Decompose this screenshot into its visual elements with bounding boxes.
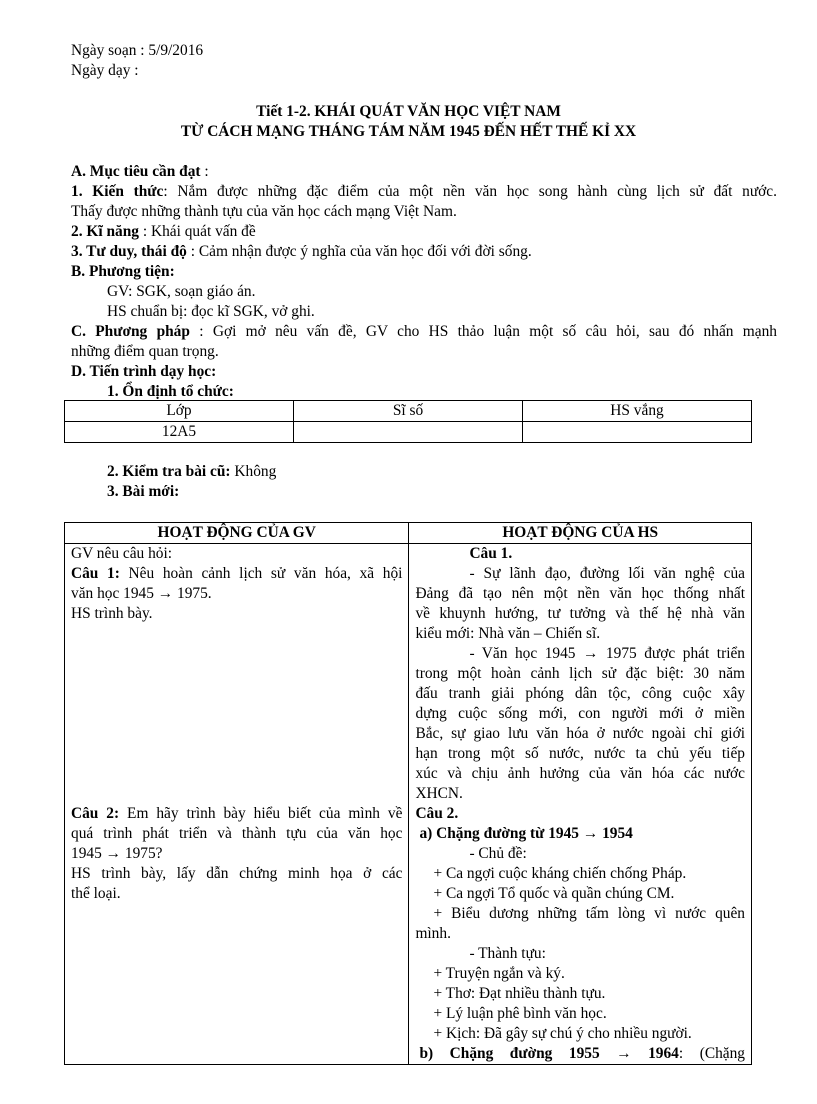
gv-intro: GV nêu câu hỏi: [71, 545, 173, 562]
stabilize-label: 1. Ổn định tổ chức: [107, 383, 234, 400]
title-line-2: TỪ CÁCH MẠNG THÁNG TÁM NĂM 1945 ĐẾN HẾT THẾ KỈ XX [180, 123, 637, 140]
activity-table [64, 522, 752, 1065]
gv-question-2: Câu 2: Em hãy trình bày hiểu biết của mình về [71, 805, 403, 822]
topic-item: + Ca ngợi cuộc kháng chiến chống Pháp. [433, 865, 687, 882]
class-cell: 12A5 [65, 422, 294, 443]
new-lesson-label: 3. Bài mới: [107, 483, 180, 500]
class-header-absent: HS vắng [523, 401, 752, 422]
section-b-label: B. Phương tiện: [71, 263, 175, 280]
skills-line: 2. Kĩ năng : Khái quát vấn đề [71, 223, 256, 240]
gv-question-2-present: HS trình bày, lấy dẫn chứng minh họa ở các [71, 865, 403, 882]
knowledge-line-1: 1. Kiến thức: Nắm được những đặc điểm của một nền văn học song hành cùng lịch sử đất nước. [71, 183, 777, 200]
attitude-line: 3. Tư duy, thái độ : Cảm nhận được ý nghĩa của văn học đối với đời sống. [71, 243, 532, 260]
achievement-item: + Thơ: Đạt nhiều thành tựu. [433, 985, 606, 1002]
means-hs: HS chuẩn bị: đọc kĩ SGK, vở ghi. [107, 303, 315, 320]
section-d-label: D. Tiến trình dạy học: [71, 363, 217, 380]
knowledge-line-2: Thấy được những thành tựu của văn học cách mạng Việt Nam. [71, 203, 457, 220]
stage-b-heading: b) Chặng đường 1955 → 1964: (Chặng [419, 1045, 745, 1062]
prep-date: Ngày soạn : 5/9/2016 [71, 42, 204, 59]
hs-answer-2-label: Câu 2. [415, 805, 459, 822]
section-a: A. Mục tiêu cần đạt : [71, 163, 209, 180]
achievement-item: + Truyện ngắn và ký. [433, 965, 565, 982]
class-header-count: Sĩ số [294, 401, 523, 422]
topic-item: + Biểu dương những tấm lòng vì nước quên [433, 905, 745, 922]
means-gv: GV: SGK, soạn giáo án. [107, 283, 256, 300]
topic-item: + Ca ngợi Tổ quốc và quần chúng CM. [433, 885, 675, 902]
check-old-lesson: 2. Kiểm tra bài cũ: Không [107, 463, 277, 480]
hs-answer-1-p1-line: - Sự lãnh đạo, đường lối văn nghệ của [469, 565, 745, 582]
class-header-class: Lớp [65, 401, 294, 422]
achievement-item: + Kịch: Đã gây sự chú ý cho nhiều người. [433, 1025, 692, 1042]
gv-question-1: Câu 1: Nêu hoàn cảnh lịch sử văn hóa, xã hội [71, 565, 403, 582]
hs-answer-1-p2-line: - Văn học 1945 → 1975 được phát triển [469, 645, 745, 662]
class-table [64, 400, 752, 443]
count-cell [294, 422, 523, 443]
achievement-heading: - Thành tựu: [469, 945, 546, 962]
method-line-2: những điểm quan trọng. [71, 343, 219, 360]
activity-header-gv: HOẠT ĐỘNG CỦA GV [65, 523, 409, 544]
teach-date: Ngày dạy : [71, 62, 139, 79]
method-line-1: C. Phương pháp : Gợi mở nêu vấn đề, GV cho HS thảo luận một số câu hỏi, sau đó nhấn mạnh [71, 323, 777, 340]
hs-activity-cell: Câu 1. - Sự lãnh đạo, đường lối văn nghệ của Đảng đã tạo nên một nền văn học thống nhất về khuynh hướng, tư tưởng và thế hệ nhà văn kiểu mới: Nhà văn – Chiến sĩ. - Văn học 1945 → 1975 được phát triển trong một hoàn cảnh lịch sử đặc biệt: 30 năm đấu tranh giải phóng dân tộc, công cuộc xây dựng cuộc sống mới, con người mới ở miền Bắc, sự giao lưu văn hóa ở nước ngoài chỉ giới hạn trong một số nước, nước ta chủ yếu tiếp xúc và chịu ảnh hưởng của văn hóa các nước XHCN. Câu 2. a) Chặng đường từ 1945 → 1954 - Chủ đề: + Ca ngợi cuộc kháng chiến chống Pháp. + Ca ngợi Tổ quốc và quần chúng CM. + Biểu dương những tấm lòng vì nước quên mình. - Thành tựu: + Truyện ngắn và ký. + Thơ: Đạt nhiều thành tựu. + Lý luận phê bình văn học. + Kịch: Đã gây sự chú ý cho nhiều người. b) Chặng đường 1955 → 1964: (Chặng [409, 544, 752, 1065]
title-line-1: Tiết 1-2. KHÁI QUÁT VĂN HỌC VIỆT NAM [256, 103, 561, 120]
hs-answer-1-label: Câu 1. [469, 545, 513, 562]
section-a-label: A. Mục tiêu cần đạt [71, 163, 201, 180]
absent-cell [523, 422, 752, 443]
gv-question-1-present: HS trình bày. [71, 605, 153, 622]
activity-header-hs: HOẠT ĐỘNG CỦA HS [409, 523, 752, 544]
topic-heading: - Chủ đề: [469, 845, 527, 862]
gv-activity-cell: GV nêu câu hỏi: Câu 1: Nêu hoàn cảnh lịch sử văn hóa, xã hội văn học 1945 → 1975. HS trình bày. Câu 2: Em hãy trình bày hiểu biết của mình về quá trình phát triển và thành tựu của văn học 1945 → 1975? HS trình bày, lấy dẫn chứng minh họa ở các thể loại. [65, 544, 409, 1065]
stage-a-heading: a) Chặng đường từ 1945 → 1954 [419, 825, 633, 842]
achievement-item: + Lý luận phê bình văn học. [433, 1005, 607, 1022]
